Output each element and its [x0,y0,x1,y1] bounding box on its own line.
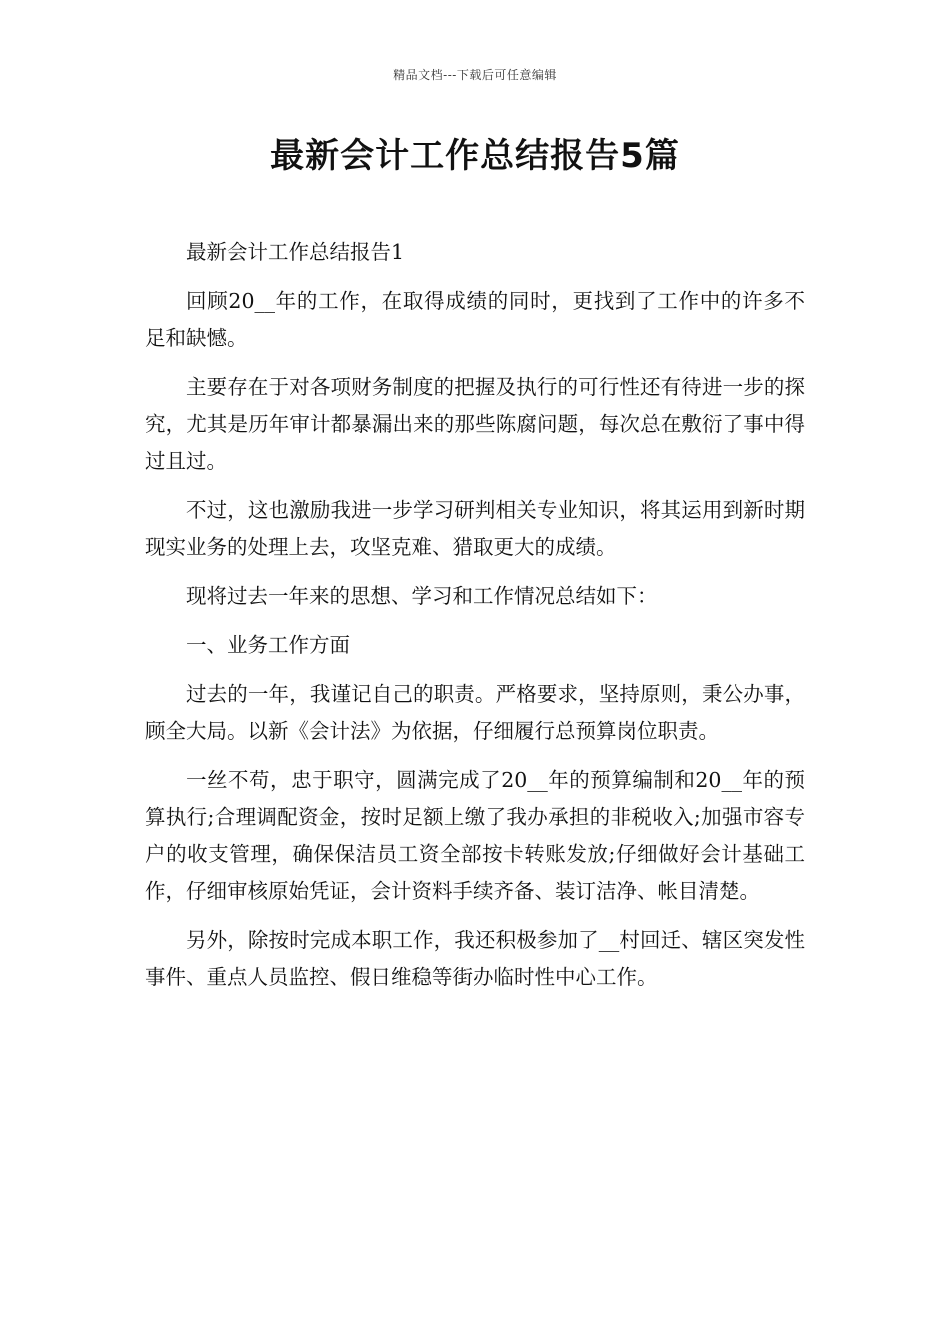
header-note: 精品文档---下载后可任意编辑 [393,68,557,82]
document-title: 最新会计工作总结报告5篇 [270,136,680,176]
paragraph: 另外，除按时完成本职工作，我还积极参加了__村回迁、辖区突发性事件、重点人员监控、假日维稳等街办临时性中心工作。 [145,928,805,989]
paragraph: 主要存在于对各项财务制度的把握及执行的可行性还有待进一步的探究，尤其是历年审计都暴漏出来的那些陈腐问题，每次总在敷衍了事中得过且过。 [145,375,805,473]
section-heading: 最新会计工作总结报告1 [186,240,405,264]
paragraph: 回顾20__年的工作，在取得成绩的同时，更找到了工作中的许多不足和缺憾。 [145,289,805,350]
section-heading: 一、业务工作方面 [186,633,350,657]
paragraph: 一丝不苟，忠于职守，圆满完成了20__年的预算编制和20__年的预算执行;合理调配资金，按时足额上缴了我办承担的非税收入;加强市容专户的收支管理，确保保洁员工资全部按卡转账发放;仔细做好会计基础工作，仔细审核原始凭证，会计资料手续齐备、装订洁净、帐目清楚。 [145,768,805,903]
paragraph: 不过，这也激励我进一步学习研判相关专业知识，将其运用到新时期现实业务的处理上去，攻坚克难、猎取更大的成绩。 [145,498,805,559]
document-body [145,234,805,1008]
paragraph: 过去的一年，我谨记自己的职责。严格要求，坚持原则，秉公办事，顾全大局。以新《会计法》为依据，仔细履行总预算岗位职责。 [145,682,805,743]
paragraph: 现将过去一年来的思想、学习和工作情况总结如下： [186,584,658,608]
